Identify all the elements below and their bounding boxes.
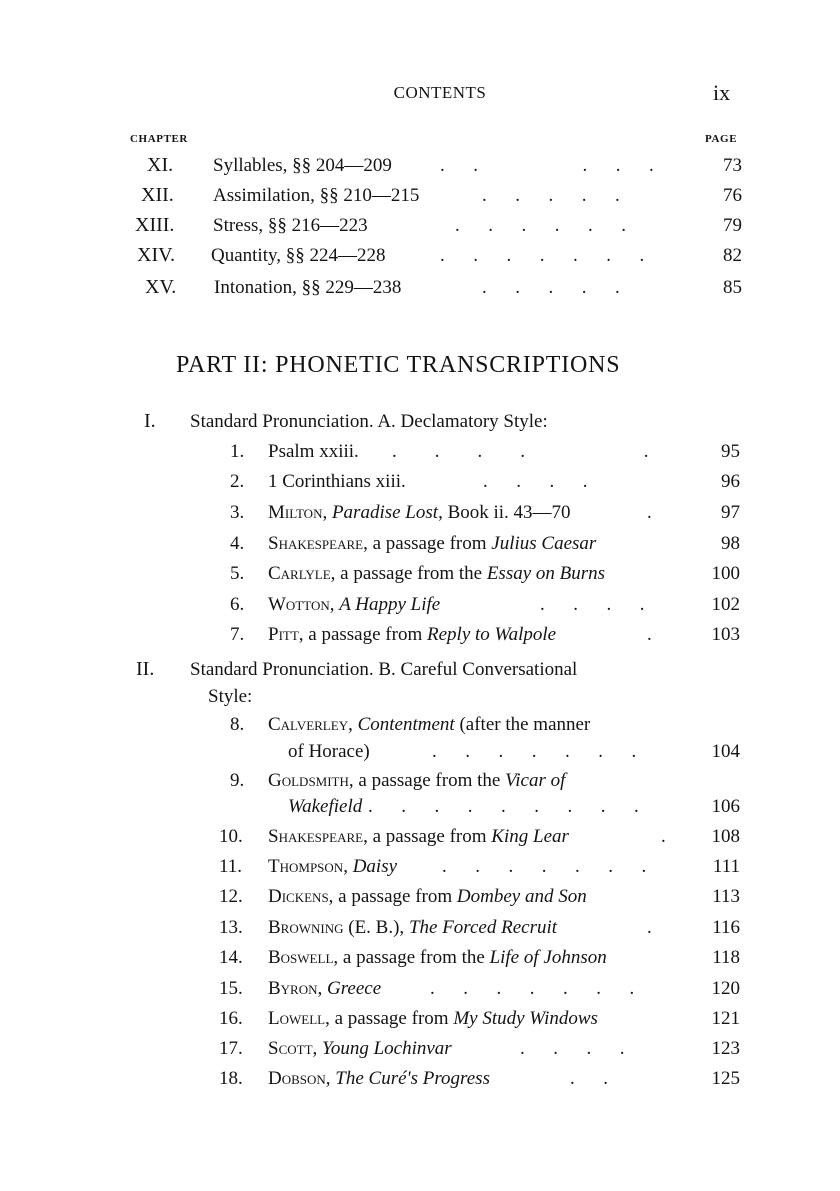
chapter-page: 85 bbox=[723, 277, 742, 298]
item-title: Calverley, Contentment (after the manner bbox=[268, 714, 591, 735]
leader-dots: . . . . . . . bbox=[440, 245, 645, 266]
item-title: 1 Corinthians xiii. bbox=[268, 471, 406, 492]
work-title: The Curé's Progress bbox=[335, 1068, 490, 1089]
author-name: Scott bbox=[268, 1038, 313, 1059]
item-page: 125 bbox=[711, 1068, 740, 1089]
chapter-number: XV. bbox=[145, 276, 177, 298]
author-name: Boswell bbox=[268, 947, 334, 968]
author-name: Pitt bbox=[268, 624, 299, 645]
item-number: 15. bbox=[219, 978, 243, 999]
chapter-number: XIV. bbox=[137, 244, 175, 266]
item-title-continued: of Horace) bbox=[288, 741, 370, 762]
chapter-page: 76 bbox=[723, 185, 742, 206]
item-page: 106 bbox=[711, 796, 740, 817]
item-page: 118 bbox=[712, 947, 740, 968]
work-title: Greece bbox=[327, 978, 382, 999]
item-title: Thompson, Daisy bbox=[268, 856, 398, 877]
item-title: Scott, Young Lochinvar bbox=[268, 1038, 452, 1059]
author-name: Shakespeare bbox=[268, 826, 364, 847]
item-number: 14. bbox=[219, 947, 243, 968]
item-page: 103 bbox=[711, 624, 740, 645]
item-page: 120 bbox=[711, 978, 740, 999]
work-title: King Lear bbox=[491, 826, 569, 847]
work-title: Dombey and Son bbox=[456, 886, 587, 907]
item-page: 98 bbox=[721, 533, 740, 554]
work-title: Vicar of bbox=[505, 770, 566, 791]
item-number: 17. bbox=[219, 1038, 243, 1059]
item-title: Goldsmith, a passage from the Vicar of bbox=[268, 770, 566, 791]
leader-dots: . . . . bbox=[540, 594, 645, 615]
author-name: Browning bbox=[268, 917, 344, 938]
item-title: Carlyle, a passage from the Essay on Burns bbox=[268, 563, 606, 584]
chapter-title: Stress, §§ 216—223 bbox=[213, 215, 368, 236]
chapter-page: 73 bbox=[723, 155, 742, 176]
author-name: Shakespeare bbox=[268, 533, 364, 554]
leader-dots: . . . . . . . bbox=[442, 856, 647, 877]
leader-dots: . . . . . bbox=[392, 441, 649, 462]
item-number: 12. bbox=[219, 886, 243, 907]
author-name: Wotton bbox=[268, 594, 330, 615]
page-column-head: PAGE bbox=[705, 133, 738, 145]
item-page: 121 bbox=[711, 1008, 740, 1029]
item-title-continued bbox=[288, 796, 362, 818]
leader-dots: . . . . bbox=[520, 1038, 625, 1059]
leader-dots: . . . . . . bbox=[455, 215, 626, 236]
leader-dots: . . . . . bbox=[440, 155, 654, 176]
chapter-number: XII. bbox=[141, 184, 174, 206]
work-title: My Study Windows bbox=[453, 1008, 598, 1029]
chapter-number: XIII. bbox=[135, 214, 175, 236]
item-page: 108 bbox=[711, 826, 740, 847]
item-number: 10. bbox=[219, 826, 243, 847]
item-number: 3. bbox=[230, 502, 245, 523]
leader-dots: . . . . bbox=[483, 471, 588, 492]
chapter-column-head: CHAPTER bbox=[130, 133, 188, 145]
leader-dots: . . . . . bbox=[482, 277, 620, 298]
author-name: Dobson bbox=[268, 1068, 326, 1089]
item-title: Pitt, a passage from Reply to Walpole bbox=[268, 624, 557, 645]
work-title: Paradise Lost bbox=[331, 502, 439, 523]
page-number: ix bbox=[713, 80, 731, 105]
leader-dots: . . . . . . . bbox=[430, 978, 635, 999]
author-name: Byron bbox=[268, 978, 318, 999]
item-page: 97 bbox=[721, 502, 740, 523]
item-page: 116 bbox=[712, 917, 740, 938]
item-page: 102 bbox=[711, 594, 740, 615]
item-title: Dobson, The Curé's Progress bbox=[268, 1068, 490, 1089]
item-title: Byron, Greece bbox=[268, 978, 382, 999]
work-title: Contentment bbox=[357, 714, 455, 735]
author-name: Dickens bbox=[268, 886, 329, 907]
leader-dots: . bbox=[661, 826, 666, 847]
author-name: Carlyle bbox=[268, 563, 331, 584]
chapter-title: Assimilation, §§ 210—215 bbox=[213, 185, 420, 206]
chapter-title: Intonation, §§ 229—238 bbox=[214, 277, 402, 298]
item-number: 2. bbox=[230, 471, 245, 492]
item-page: 100 bbox=[711, 563, 740, 584]
item-number: 11. bbox=[219, 856, 243, 877]
item-title: Wotton, A Happy Life bbox=[268, 594, 441, 615]
item-number: 6. bbox=[230, 594, 245, 615]
work-title: Wakefield bbox=[288, 796, 363, 817]
chapter-page: 79 bbox=[723, 215, 742, 236]
section-title-continued: Style: bbox=[208, 686, 253, 707]
section-number: II. bbox=[136, 658, 155, 680]
work-title: A Happy Life bbox=[339, 594, 441, 615]
leader-dots: . bbox=[647, 502, 652, 523]
item-title: Lowell, a passage from My Study Windows bbox=[268, 1008, 598, 1029]
item-number: 4. bbox=[230, 533, 245, 554]
work-title: The Forced Recruit bbox=[408, 917, 558, 938]
item-page: 95 bbox=[721, 441, 740, 462]
item-number: 9. bbox=[230, 770, 245, 791]
leader-dots: . . bbox=[570, 1068, 608, 1089]
chapter-number: XI. bbox=[147, 154, 174, 176]
chapter-title: Syllables, §§ 204—209 bbox=[213, 155, 392, 176]
item-title: Shakespeare, a passage from Julius Caesar bbox=[268, 533, 597, 554]
item-title: Shakespeare, a passage from King Lear bbox=[268, 826, 569, 847]
work-title: Young Lochinvar bbox=[322, 1038, 452, 1059]
item-page: 96 bbox=[721, 471, 740, 492]
section-number: I. bbox=[144, 410, 156, 432]
item-title: Milton, Paradise Lost, Book ii. 43—70 bbox=[268, 502, 571, 523]
section-title: Standard Pronunciation. A. Declamatory Style: bbox=[190, 411, 548, 432]
item-number: 7. bbox=[230, 624, 245, 645]
section-title: Standard Pronunciation. B. Careful Conversational bbox=[190, 659, 578, 680]
item-page: 104 bbox=[711, 741, 740, 762]
item-number: 13. bbox=[219, 917, 243, 938]
work-title: Essay on Burns bbox=[486, 563, 606, 584]
chapter-page: 82 bbox=[723, 245, 742, 266]
work-title: Julius Caesar bbox=[491, 533, 597, 554]
leader-dots: . bbox=[647, 917, 652, 938]
item-number: 5. bbox=[230, 563, 245, 584]
item-page: 123 bbox=[711, 1038, 740, 1059]
item-title: Dickens, a passage from Dombey and Son bbox=[268, 886, 587, 907]
author-name: Goldsmith bbox=[268, 770, 349, 791]
author-name: Milton bbox=[268, 502, 323, 523]
item-number: 8. bbox=[230, 714, 245, 735]
item-page: 111 bbox=[712, 856, 740, 877]
leader-dots: . bbox=[647, 624, 652, 645]
leader-dots: . . . . . . . . . bbox=[368, 796, 639, 817]
chapter-title: Quantity, §§ 224—228 bbox=[211, 245, 386, 266]
work-title: Reply to Walpole bbox=[427, 624, 557, 645]
item-title: Browning (E. B.), The Forced Recruit bbox=[268, 917, 558, 938]
leader-dots: . . . . . . . bbox=[432, 741, 637, 762]
item-number: 1. bbox=[230, 441, 245, 462]
item-number: 18. bbox=[219, 1068, 243, 1089]
item-title: Psalm xxiii. bbox=[268, 441, 359, 462]
work-title: Life of Johnson bbox=[489, 947, 607, 968]
part-title: PART II: PHONETIC TRANSCRIPTIONS bbox=[176, 352, 621, 378]
leader-dots: . . . . . bbox=[482, 185, 620, 206]
work-title: Daisy bbox=[352, 856, 398, 877]
author-name: Calverley bbox=[268, 714, 349, 735]
item-number: 16. bbox=[219, 1008, 243, 1029]
author-name: Thompson bbox=[268, 856, 344, 877]
running-header: CONTENTS bbox=[393, 83, 487, 102]
item-title: Boswell, a passage from the Life of Johnson bbox=[268, 947, 607, 968]
author-name: Lowell bbox=[268, 1008, 326, 1029]
item-page: 113 bbox=[712, 886, 740, 907]
